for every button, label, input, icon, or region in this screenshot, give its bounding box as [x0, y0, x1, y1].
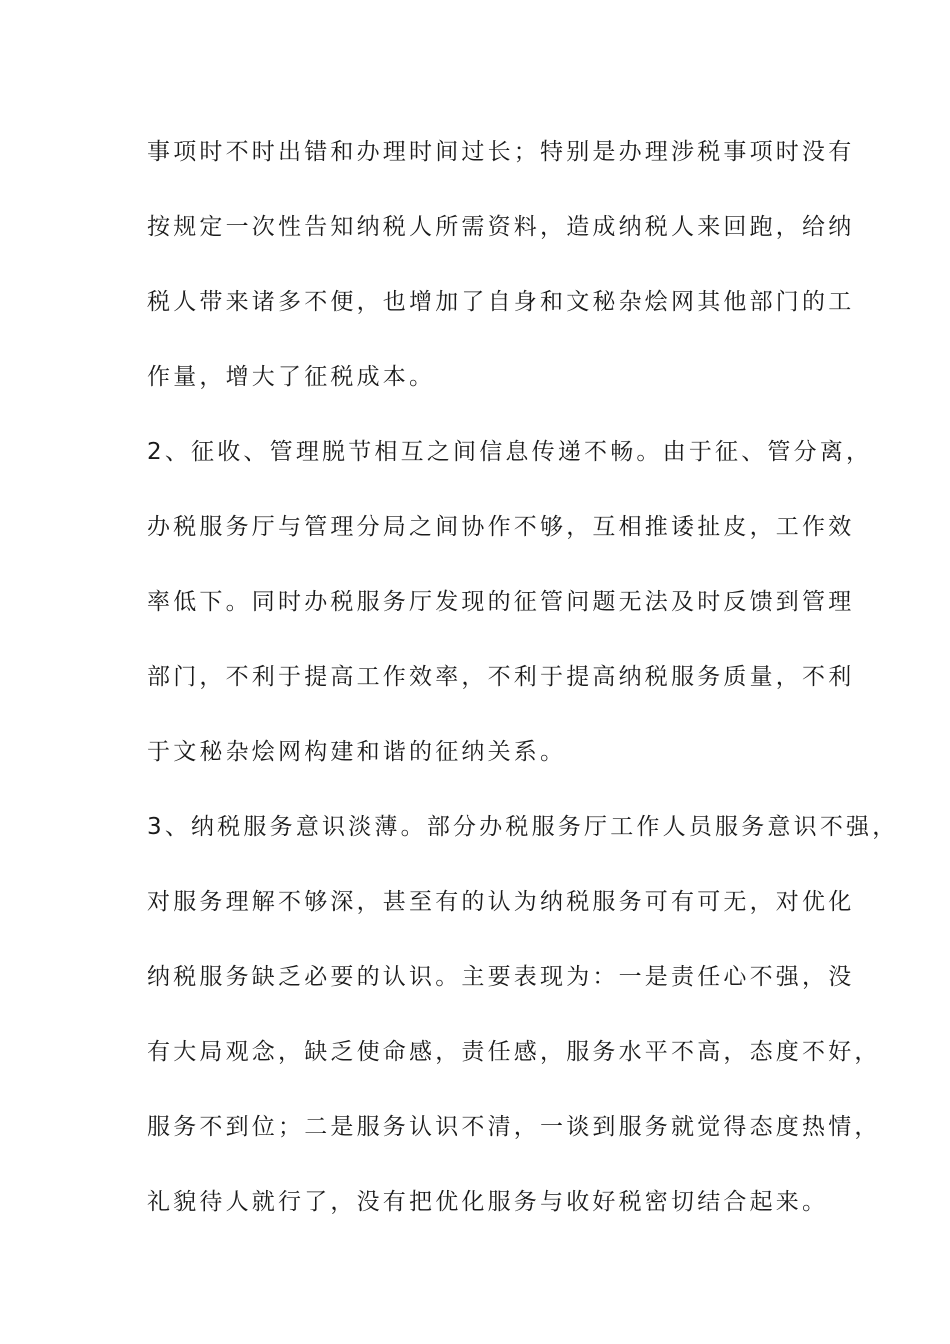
text-line: 纳税服务缺乏必要的认识。主要表现为：一是责任心不强，没: [147, 964, 855, 990]
text-line: 办税服务厅与管理分局之间协作不够，互相推诿扯皮，工作效: [147, 514, 855, 540]
document-body: [147, 130, 899, 1255]
text-line: 对服务理解不够深，甚至有的认为纳税服务可有可无，对优化: [147, 889, 855, 915]
text-line: 事项时不时出错和办理时间过长；特别是办理涉税事项时没有: [147, 139, 855, 165]
text-line: 3、纳税服务意识淡薄。部分办税服务厅工作人员服务意识不强，: [147, 814, 899, 840]
text-line: 服务不到位；二是服务认识不清，一谈到服务就觉得态度热情，: [147, 1114, 881, 1140]
text-line: 税人带来诸多不便，也增加了自身和文秘杂烩网其他部门的工: [147, 289, 855, 315]
text-line: 于文秘杂烩网构建和谐的征纳关系。: [147, 739, 567, 765]
text-line: 作量，增大了征税成本。: [147, 364, 436, 390]
text-line: 部门，不利于提高工作效率，不利于提高纳税服务质量，不利: [147, 664, 855, 690]
text-line: 2、征收、管理脱节相互之间信息传递不畅。由于征、管分离，: [147, 439, 873, 465]
text-line: 率低下。同时办税服务厅发现的征管问题无法及时反馈到管理: [147, 589, 855, 615]
text-line: 按规定一次性告知纳税人所需资料，造成纳税人来回跑，给纳: [147, 214, 855, 240]
text-line: 礼貌待人就行了，没有把优化服务与收好税密切结合起来。: [147, 1189, 829, 1215]
text-line: 有大局观念，缺乏使命感，责任感，服务水平不高，态度不好，: [147, 1039, 881, 1065]
